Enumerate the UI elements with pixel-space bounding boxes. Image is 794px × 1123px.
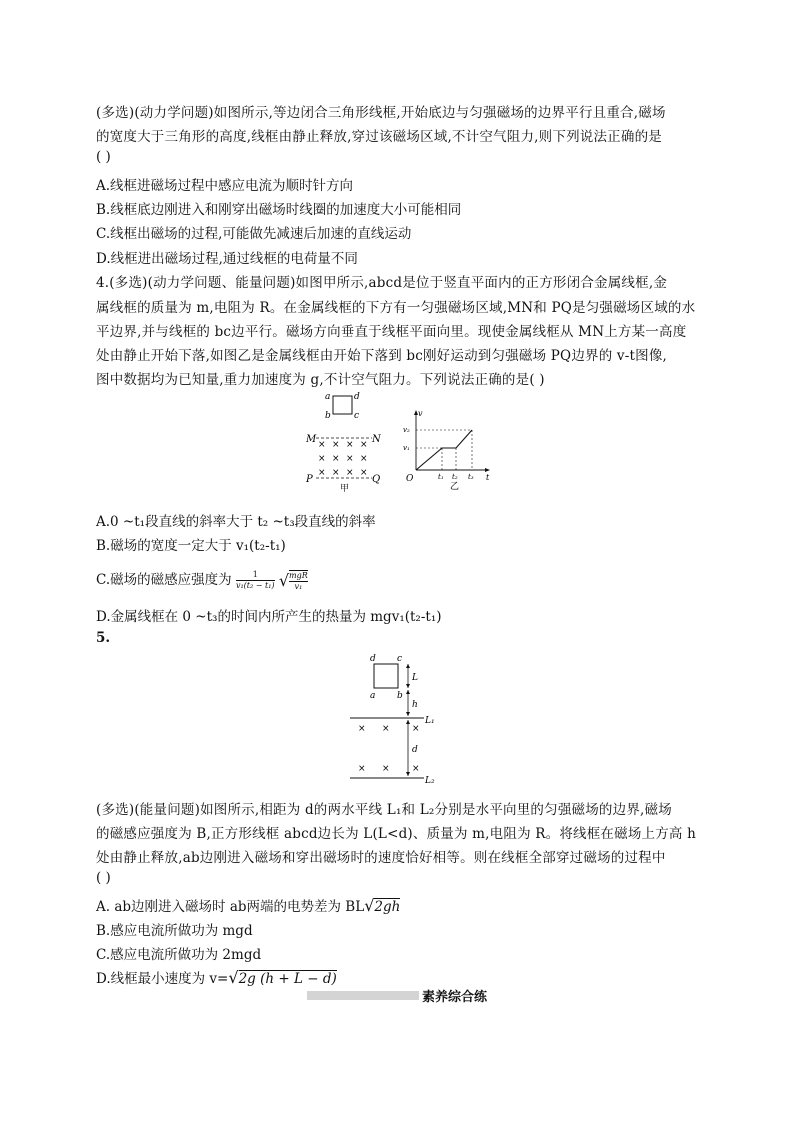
q5-stem-line1: (多选)(能量问题)如图所示,相距为 d的两水平线 L₁和 L₂分别是水平向里的匀强磁场的边界,磁场 xyxy=(96,802,672,818)
svg-text:×: × xyxy=(346,468,354,478)
q3-option-a: A.线框进磁场过程中感应电流为顺时针方向 xyxy=(96,178,354,194)
q4-option-c-prefix: C.磁场的磁感应强度为 xyxy=(96,572,232,588)
q5-option-a-prefix: A. ab边刚进入磁场时 ab两端的电势差为 BL xyxy=(96,899,365,915)
section-title: 素养综合练 xyxy=(422,990,488,1005)
q4-figure-yi-vt-graph xyxy=(402,408,494,490)
caption-yi: 乙 xyxy=(450,482,460,490)
q5-number: 5. xyxy=(96,630,111,646)
svg-text:×: × xyxy=(318,468,326,478)
label-c: c xyxy=(354,411,360,421)
tick-v1: v₁ xyxy=(403,444,410,452)
q3-option-b: B.线框底边刚进入和刚穿出磁场时线圈的加速度大小可能相同 xyxy=(96,202,462,218)
q5-option-c: C.感应电流所做功为 2mgd xyxy=(96,947,262,963)
svg-text:×: × xyxy=(358,724,366,734)
q4-stem-line5: 图中数据均为已知量,重力加速度为 g,不计空气阻力。下列说法正确的是( ) xyxy=(96,372,545,388)
svg-text:×: × xyxy=(412,724,420,734)
label-d: d xyxy=(370,654,376,664)
label-h: h xyxy=(412,700,418,710)
q5-option-b: B.感应电流所做功为 mgd xyxy=(96,923,253,939)
q4-option-d: D.金属线框在 0 ~t₃的时间内所产生的热量为 mgv₁(t₂-t₁) xyxy=(96,609,442,625)
q4-stem-line4: 处由静止开始下落,如图乙是金属线框由开始下落到 bc刚好运动到匀强磁场 PQ边界的 v-t图像, xyxy=(96,348,668,364)
label-d: d xyxy=(354,392,360,402)
q5-answer-blank: ( ) xyxy=(96,870,111,886)
q3-option-c: C.线框出磁场的过程,可能做先减速后加速的直线运动 xyxy=(96,226,412,242)
q3-option-d: D.线框进出磁场过程,通过线框的电荷量不同 xyxy=(96,251,358,267)
svg-text:×: × xyxy=(318,454,326,464)
q4-option-a: A.0 ~t₁段直线的斜率大于 t₂ ~t₃段直线的斜率 xyxy=(96,514,376,530)
label-a: a xyxy=(370,691,376,701)
section-divider-bar xyxy=(307,991,419,1000)
label-P: P xyxy=(306,474,313,485)
axis-t: t xyxy=(486,473,490,482)
svg-text:×: × xyxy=(360,440,368,450)
svg-text:×: × xyxy=(346,454,354,464)
svg-text:×: × xyxy=(412,764,420,774)
svg-text:×: × xyxy=(318,440,326,450)
vt-curve xyxy=(416,430,472,470)
label-M: M xyxy=(306,434,317,445)
svg-text:×: × xyxy=(332,454,340,464)
q5-option-d-root: 2g (h + L − d) xyxy=(238,971,337,987)
q4-option-c-sqrt: √ mgR v₁ xyxy=(278,570,308,591)
q4-option-b: B.磁场的宽度一定大于 v₁(t₂-t₁) xyxy=(96,538,286,554)
q4-figure-jia xyxy=(300,390,390,492)
q5-option-d-prefix: D.线框最小速度为 v= xyxy=(96,971,229,987)
label-b: b xyxy=(397,691,403,701)
svg-text:×: × xyxy=(382,764,390,774)
label-L: L xyxy=(412,673,418,683)
magnetic-field-crosses xyxy=(318,440,368,478)
label-d-distance: d xyxy=(412,745,418,755)
svg-text:×: × xyxy=(360,468,368,478)
svg-text:×: × xyxy=(332,468,340,478)
svg-text:×: × xyxy=(382,724,390,734)
q5-option-a: A. ab边刚进入磁场时 ab两端的电势差为 BL√2gh xyxy=(96,896,401,915)
svg-text:×: × xyxy=(360,454,368,464)
svg-text:×: × xyxy=(332,440,340,450)
label-c: c xyxy=(397,654,403,664)
q3-answer-blank: ( ) xyxy=(96,149,111,165)
tick-t2: t₂ xyxy=(452,473,458,481)
label-L1: L₁ xyxy=(425,716,435,726)
label-b: b xyxy=(325,411,331,421)
label-a: a xyxy=(325,392,331,402)
magnetic-field-crosses xyxy=(358,724,420,774)
q5-option-d: D.线框最小速度为 v=√2g (h + L − d) xyxy=(96,968,337,987)
q3-stem-line2: 的宽度大于三角形的高度,线框由静止释放,穿过该磁场区域,不计空气阻力,则下列说法正确的是 xyxy=(96,129,662,145)
q5-stem-line3: 处由静止释放,ab边刚进入磁场和穿出磁场时的速度恰好相等。则在线框全部穿过磁场的过程中 xyxy=(96,850,666,866)
q4-option-c xyxy=(96,568,308,592)
q4-stem-line1: 4.(多选)(动力学问题、能量问题)如图甲所示,abcd是位于竖直平面内的正方形闭合金属线框,金 xyxy=(96,275,668,291)
label-L2: L₂ xyxy=(425,776,435,786)
tick-v2: v₂ xyxy=(403,426,410,434)
q5-stem-line2: 的磁感应强度为 B,正方形线框 abcd边长为 L(L<d)、质量为 m,电阻为 R。将线框在磁场上方高 h xyxy=(96,826,697,842)
label-N: N xyxy=(372,434,381,445)
label-Q: Q xyxy=(372,474,381,485)
q5-figure xyxy=(350,652,450,788)
origin-O: O xyxy=(406,474,414,484)
tick-t1: t₁ xyxy=(438,473,444,481)
q5-option-a-root: 2gh xyxy=(374,899,401,915)
axis-v: v xyxy=(418,409,423,418)
svg-text:×: × xyxy=(358,764,366,774)
tick-t3: t₃ xyxy=(468,473,474,481)
q4-option-c-fraction: $\frac{1}{\text{v₁(t₂ − t₁)}}$ xyxy=(235,570,275,590)
q4-stem-line2: 属线框的质量为 m,电阻为 R。在金属线框的下方有一匀强磁场区域,MN和 PQ是匀强磁场区域的水 xyxy=(96,300,696,316)
svg-text:×: × xyxy=(346,440,354,450)
q4-stem-line3: 平边界,并与线框的 bc边平行。磁场方向垂直于线框平面向里。现使金属线框从 MN上方某一高度 xyxy=(96,324,687,340)
caption-jia: 甲 xyxy=(340,484,350,492)
q3-stem-line1: (多选)(动力学问题)如图所示,等边闭合三角形线框,开始底边与匀强磁场的边界平行且重合,磁场 xyxy=(96,105,666,121)
